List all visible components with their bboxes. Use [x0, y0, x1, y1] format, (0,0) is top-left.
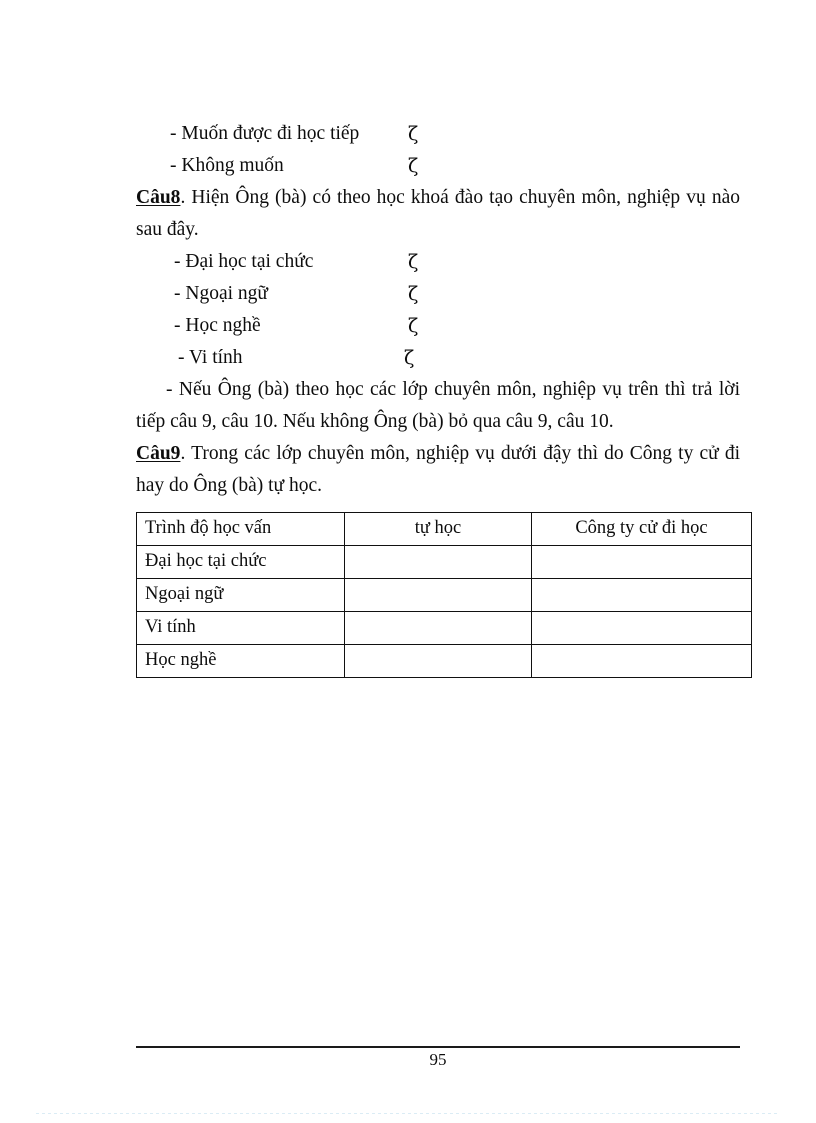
table-cell-company[interactable] — [532, 579, 752, 612]
page-footer — [136, 1046, 740, 1071]
option-row[interactable] — [136, 310, 740, 342]
table-row — [137, 645, 752, 678]
table-cell-level: Ngoại ngữ — [137, 579, 345, 612]
option-label: - Ngoại ngữ — [174, 283, 268, 304]
table-cell-company[interactable] — [532, 645, 752, 678]
study-mode-table — [136, 512, 752, 678]
option-label: - Đại học tại chức — [174, 251, 314, 272]
table-row — [137, 546, 752, 579]
option-row[interactable] — [136, 342, 740, 374]
checkbox-glyph[interactable]: ζ — [408, 315, 419, 337]
question-8-note: - Nếu Ông (bà) theo học các lớp chuyên môn, nghiệp vụ trên thì trả lời tiếp câu 9, câu 10. Nếu không Ông (bà) bỏ qua câu 9, câu 10. — [136, 379, 740, 432]
table-header-row — [137, 513, 752, 546]
option-row[interactable] — [136, 246, 740, 278]
table-cell-self[interactable] — [345, 546, 532, 579]
table-header-cell: Trình độ học vấn — [137, 513, 345, 546]
checkbox-glyph[interactable]: ζ — [404, 347, 415, 369]
page-number: 95 — [429, 1050, 447, 1069]
table-row — [137, 579, 752, 612]
option-label: - Muốn được đi học tiếp — [170, 123, 360, 144]
question-8-paragraph — [136, 182, 740, 246]
option-label: - Không muốn — [170, 155, 284, 176]
checkbox-glyph[interactable]: ζ — [408, 283, 419, 305]
question-9-paragraph — [136, 438, 740, 502]
checkbox-glyph[interactable]: ζ — [408, 155, 419, 177]
table-header-cell: Công ty cử đi học — [532, 513, 752, 546]
table-cell-level: Vi tính — [137, 612, 345, 645]
scan-artifact-line — [36, 1113, 780, 1114]
question-8-text: . Hiện Ông (bà) có theo học khoá đào tạo chuyên môn, nghiệp vụ nào sau đây. — [136, 187, 740, 240]
option-row[interactable] — [136, 150, 740, 182]
table-row — [137, 612, 752, 645]
page-content — [136, 118, 740, 678]
table-cell-company[interactable] — [532, 612, 752, 645]
option-row[interactable] — [136, 278, 740, 310]
table-cell-self[interactable] — [345, 612, 532, 645]
option-label: - Học nghề — [174, 315, 261, 336]
question-9-text: . Trong các lớp chuyên môn, nghiệp vụ dưới đậy thì do Công ty cử đi hay do Ông (bà) tự học. — [136, 443, 740, 496]
option-label: - Vi tính — [178, 347, 243, 368]
question-9-label: Câu9 — [136, 443, 181, 464]
checkbox-glyph[interactable]: ζ — [408, 123, 419, 145]
checkbox-glyph[interactable]: ζ — [408, 251, 419, 273]
table-cell-level: Học nghề — [137, 645, 345, 678]
question-8-label: Câu8 — [136, 187, 181, 208]
table-cell-self[interactable] — [345, 645, 532, 678]
table-cell-self[interactable] — [345, 579, 532, 612]
table-cell-company[interactable] — [532, 546, 752, 579]
option-row[interactable] — [136, 118, 740, 150]
table-cell-level: Đại học tại chức — [137, 546, 345, 579]
table-header-cell: tự học — [345, 513, 532, 546]
